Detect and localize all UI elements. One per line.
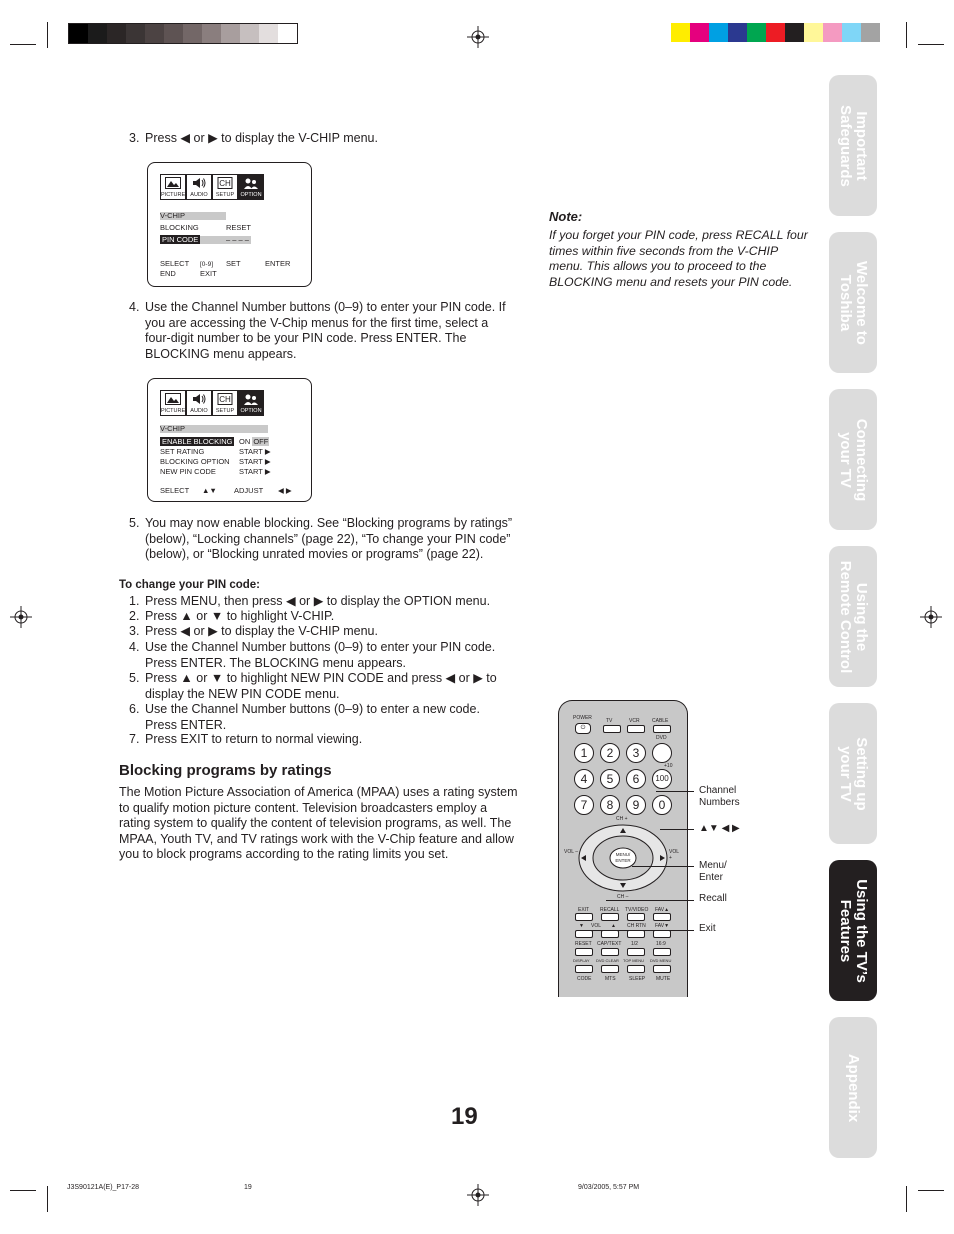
select-label: SELECT — [160, 486, 190, 495]
registration-mark-icon — [920, 606, 942, 628]
mts-key-label: MTS — [605, 976, 616, 982]
tab-appendix[interactable]: Appendix — [829, 1017, 877, 1158]
vol-right-label: VOL + — [669, 849, 679, 861]
gray-swatch — [88, 24, 107, 43]
gray-swatch — [107, 24, 126, 43]
exit-label: EXIT — [200, 269, 217, 278]
vchip-blocking-menu — [147, 378, 312, 502]
callout-line — [582, 930, 694, 931]
tab-setting-up-your-tv[interactable]: Setting up your TV — [829, 703, 877, 844]
footer-file: J3S90121A(E)_P17-28 — [67, 1184, 139, 1191]
digit-5-button[interactable]: 5 — [600, 769, 620, 789]
gray-swatch — [278, 24, 297, 43]
blocking-option-label: BLOCKING OPTION — [160, 457, 230, 466]
sleep-button[interactable] — [627, 965, 645, 973]
fav-down-key-label: FAV▼ — [655, 923, 670, 929]
display-button[interactable] — [575, 948, 593, 956]
page-number: 19 — [451, 1103, 478, 1130]
exit-button[interactable] — [575, 913, 593, 921]
recall-key-label: RECALL — [600, 907, 620, 913]
arrows-callout: ▲▼ ◀ ▶ — [699, 823, 740, 834]
setup-icon: CH SETUP — [212, 390, 238, 416]
code-button[interactable] — [575, 965, 593, 973]
picture-icon: PICTURE — [160, 390, 186, 416]
exit-callout: Exit — [699, 923, 716, 934]
gray-swatch — [126, 24, 145, 43]
reset-button[interactable] — [575, 930, 593, 938]
setup-icon: CH SETUP — [212, 174, 238, 200]
sleep-key-label: SLEEP — [629, 976, 646, 982]
tab-using-the-tvs-features[interactable]: Using the TV’s Features — [829, 860, 877, 1001]
digit-4-button[interactable]: 4 — [574, 769, 594, 789]
step-text: Use the Channel Number buttons (0–9) to enter your PIN code. If you are accessing the V-Chip menus for the first time, select a four-digit number to be your PIN code. Press ENTER. The BLOCKING menu appears. — [145, 300, 506, 361]
pin-code-value: – – – – — [226, 235, 249, 244]
ch-rtn-key-label: CH RTN — [627, 923, 646, 929]
adjust-keys: ◀ ▶ — [278, 486, 292, 495]
digit-6-button[interactable]: 6 — [626, 769, 646, 789]
osd-title: V-CHIP — [160, 424, 186, 433]
enable-blocking-value: ON OFF — [239, 437, 269, 446]
color-swatch — [842, 23, 861, 42]
select-label: SELECT — [160, 259, 190, 268]
end-label: END — [160, 269, 176, 278]
dvd-clear-key-label: DVD CLEAR — [596, 958, 619, 963]
tab-welcome-to-toshiba[interactable]: Welcome to Toshiba — [829, 232, 877, 373]
vol-up-key-label: ▲ — [611, 923, 616, 929]
gray-swatch — [202, 24, 221, 43]
step-text: Press ◀ or ▶ to display the V-CHIP menu. — [145, 131, 378, 145]
set-rating-label: SET RATING — [160, 447, 205, 456]
crop-mark — [47, 1186, 48, 1212]
callout-line — [606, 900, 694, 901]
exit-key-label: EXIT — [578, 907, 590, 913]
pin-step-4: 4. Use the Channel Number buttons (0–9) to enter your PIN code. Press ENTER. The BLOCKING menu appears. — [129, 640, 496, 670]
registration-mark-icon — [467, 26, 489, 48]
step-number: 4. — [129, 300, 140, 314]
color-swatch — [690, 23, 709, 42]
vol-key-label: VOL — [591, 923, 602, 929]
menu-enter-callout: Menu/ Enter — [699, 860, 727, 883]
dvd-menu-button[interactable] — [653, 948, 671, 956]
color-swatch — [709, 23, 728, 42]
fav-up-key-label: FAV▲ — [655, 907, 670, 913]
enter-label: ENTER — [265, 259, 291, 268]
tab-important-safeguards[interactable]: Important Safeguards — [829, 75, 877, 216]
vcr-button[interactable] — [627, 725, 645, 733]
plus10-label: +10 — [664, 763, 673, 769]
menu-enter-label: MENU/ ENTER — [615, 852, 631, 863]
audio-icon: AUDIO — [186, 174, 212, 200]
ch-minus-label: CH – — [617, 894, 629, 900]
tab-connecting-your-tv[interactable]: Connecting your TV — [829, 389, 877, 530]
half-button[interactable] — [627, 930, 645, 938]
reset-key-label: RESET — [575, 941, 592, 947]
step-number: 3. — [129, 131, 140, 145]
digit-1-button[interactable]: 1 — [574, 743, 594, 763]
channel-numbers-callout: Channel Numbers — [699, 785, 740, 808]
color-swatch — [728, 23, 747, 42]
note-body: If you forget your PIN code, press RECALL four times within five seconds from the V-CHIP menu. This allows you to proceed to the BLOCKING menu and resets your PIN code. — [549, 228, 808, 289]
vol-left-label: VOL – — [564, 849, 578, 855]
dvd-button[interactable] — [652, 743, 672, 763]
menu-icons — [160, 390, 264, 416]
tv-label: TV — [606, 718, 613, 724]
fav-up-button[interactable] — [653, 913, 671, 921]
registration-mark-icon — [467, 1184, 489, 1206]
callout-line — [656, 791, 694, 792]
tv-button[interactable] — [603, 725, 621, 733]
gray-swatch — [164, 24, 183, 43]
recall-button[interactable] — [601, 913, 619, 921]
registration-mark-icon — [10, 606, 32, 628]
digit-2-button[interactable]: 2 — [600, 743, 620, 763]
audio-icon: AUDIO — [186, 390, 212, 416]
cap-text-key-label: CAP/TEXT — [597, 941, 622, 947]
cap-text-button[interactable] — [601, 930, 619, 938]
reset-value: RESET — [226, 223, 252, 232]
pin-code-label: PIN CODE — [162, 235, 199, 244]
dvd-label: DVD — [656, 735, 667, 741]
step-4 — [129, 300, 515, 362]
new-pin-code-value: START ▶ — [239, 467, 271, 476]
osd-title: V-CHIP — [160, 211, 186, 220]
blocking-label: BLOCKING — [160, 223, 199, 232]
set-rating-value: START ▶ — [239, 447, 271, 456]
half-key-label: 1/2 — [631, 941, 638, 947]
cable-label: CABLE — [652, 718, 669, 724]
color-swatch — [747, 23, 766, 42]
set-label: SET — [226, 259, 241, 268]
tv-video-button[interactable] — [627, 913, 645, 921]
grayscale-bar — [68, 23, 298, 44]
mts-button[interactable] — [601, 965, 619, 973]
power-button[interactable]: ⏻ — [575, 723, 591, 734]
step-3 — [129, 131, 525, 147]
gray-swatch — [259, 24, 278, 43]
color-swatch — [785, 23, 804, 42]
callout-line — [660, 829, 694, 830]
crop-mark — [10, 1190, 36, 1191]
digit-8-button[interactable]: 8 — [600, 795, 620, 815]
adjust-label: ADJUST — [234, 486, 264, 495]
ch-plus-label: CH + — [616, 816, 628, 822]
vcr-label: VCR — [629, 718, 640, 724]
power-label: POWER — [573, 715, 592, 721]
gray-swatch — [69, 24, 88, 43]
color-swatch — [823, 23, 842, 42]
option-icon: OPTION — [238, 174, 264, 200]
tab-using-the-remote-control[interactable]: Using the Remote Control — [829, 546, 877, 687]
crop-mark — [47, 22, 48, 48]
crop-mark — [918, 1190, 944, 1191]
digit-9-button[interactable]: 9 — [626, 795, 646, 815]
code-key-label: CODE — [577, 976, 592, 982]
color-swatch — [766, 23, 785, 42]
crop-mark — [906, 1186, 907, 1212]
gray-swatch — [240, 24, 259, 43]
footer-page: 19 — [244, 1184, 252, 1191]
vol-down-key-label: ▼ — [579, 923, 584, 929]
ratings-heading: Blocking programs by ratings — [119, 762, 332, 779]
crop-mark — [918, 44, 944, 45]
pin-step-6: 6. Use the Channel Number buttons (0–9) to enter a new code. Press ENTER. — [129, 702, 480, 732]
note-heading: Note: — [549, 209, 583, 224]
digit-3-button[interactable]: 3 — [626, 743, 646, 763]
aspect-key-label: 16:9 — [656, 941, 666, 947]
step-text: You may now enable blocking. See “Blocking programs by ratings” (below), “Locking channels” (page 22), “To change your PIN code” (below), or “Blocking unrated movies or programs” (page 22). — [145, 516, 513, 561]
svg-text:CH: CH — [219, 395, 231, 404]
tv-video-key-label: TV/VIDEO — [625, 907, 649, 913]
color-swatch — [804, 23, 823, 42]
gray-swatch — [183, 24, 202, 43]
digit-key: [0-9] — [200, 261, 214, 268]
cable-button[interactable] — [653, 725, 671, 733]
gray-swatch — [221, 24, 240, 43]
aspect-button[interactable] — [653, 930, 671, 938]
mute-key-label: MUTE — [656, 976, 671, 982]
top-menu-key-label: TOP MENU — [623, 958, 644, 963]
svg-text:CH: CH — [219, 179, 231, 188]
footer-date: 9/03/2005, 5:57 PM — [578, 1184, 640, 1191]
top-menu-button[interactable] — [627, 948, 645, 956]
option-icon: OPTION — [238, 390, 264, 416]
digit-0-button[interactable]: 0 — [652, 795, 672, 815]
vchip-pin-menu — [147, 162, 312, 287]
display-key-label: DISPLAY — [573, 958, 590, 963]
picture-icon: PICTURE — [160, 174, 186, 200]
ratings-body: The Motion Picture Association of America (MPAA) uses a rating system to qualify motion picture content. Television broadcasters employ a rating system to qualify the content of television programs, as well. The MPAA, Youth TV, and TV ratings work with the V-Chip feature and allow you to block programs according to the rating limits you set. — [119, 785, 518, 861]
pin-step-5: 5. Press ▲ or ▼ to highlight NEW PIN CODE and press ◀ or ▶ to display the NEW PIN CODE menu. — [129, 671, 497, 701]
color-swatch — [671, 23, 690, 42]
recall-callout: Recall — [699, 893, 727, 904]
dvd-menu-key-label: DVD MENU — [650, 958, 672, 963]
step-number: 5. — [129, 516, 140, 530]
menu-icons — [160, 174, 264, 200]
gray-swatch — [145, 24, 164, 43]
step-5 — [129, 516, 517, 563]
crop-mark — [10, 44, 36, 45]
pin-step-2: 2. Press ▲ or ▼ to highlight V-CHIP. — [129, 609, 335, 623]
color-bar — [671, 23, 880, 42]
dvd-clear-button[interactable] — [601, 948, 619, 956]
enable-blocking-row: ENABLE BLOCKING — [162, 437, 233, 446]
pin-step-1: 1. Press MENU, then press ◀ or ▶ to display the OPTION menu. — [129, 594, 491, 608]
digit-100-button[interactable]: 100 — [652, 769, 672, 789]
select-keys: ▲▼ — [202, 486, 217, 495]
new-pin-code-label: NEW PIN CODE — [160, 467, 216, 476]
mute-button[interactable] — [653, 965, 671, 973]
callout-line — [632, 866, 694, 867]
pin-step-7: 7. Press EXIT to return to normal viewing. — [129, 732, 363, 746]
blocking-option-value: START ▶ — [239, 457, 271, 466]
color-swatch — [861, 23, 880, 42]
remote-control — [558, 700, 688, 997]
pin-step-3: 3. Press ◀ or ▶ to display the V-CHIP menu. — [129, 624, 378, 638]
digit-7-button[interactable]: 7 — [574, 795, 594, 815]
crop-mark — [906, 22, 907, 48]
pin-change-heading: To change your PIN code: — [119, 579, 260, 591]
